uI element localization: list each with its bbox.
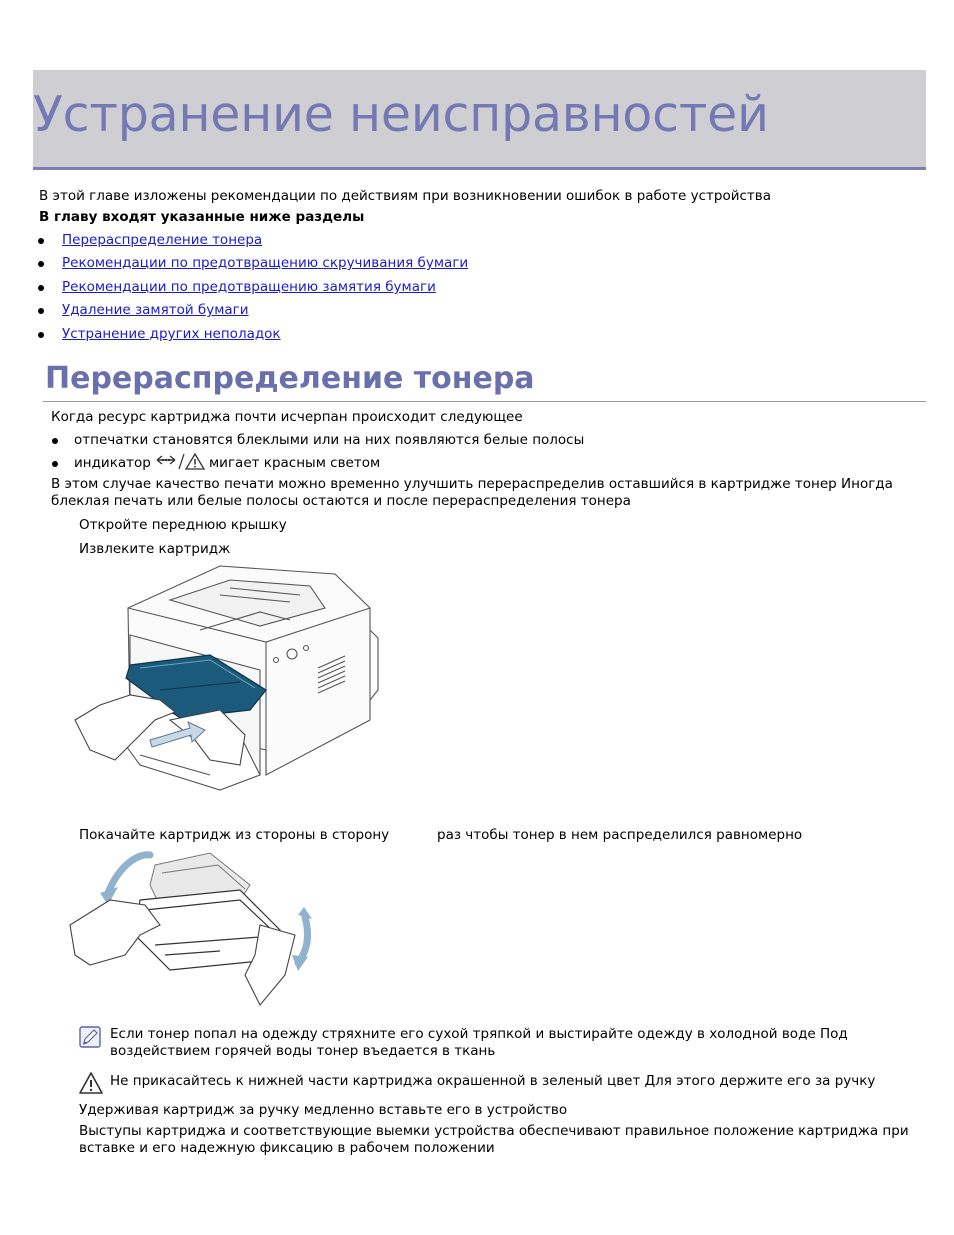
toc-link-other[interactable]: Устранение других неполадок <box>62 326 281 342</box>
bullet <box>38 261 44 267</box>
bullet <box>52 438 58 444</box>
step-remove-cartridge: Извлеките картридж <box>79 541 231 557</box>
toc-link-jam-removal[interactable]: Удаление замятой бумаги <box>62 302 249 318</box>
toc-link-curl[interactable]: Рекомендации по предотвращению скручивания бумаги <box>62 255 469 271</box>
note-pencil-icon <box>79 1026 101 1048</box>
caution-text: Не прикасайтесь к нижней части картриджа окрашенной в зеленый цвет Для этого держите его за ручку <box>110 1073 876 1089</box>
slash-separator <box>179 454 184 469</box>
indicator-suffix: мигает красным светом <box>209 455 381 471</box>
step-shake-part1: Покачайте картридж из стороны в сторону <box>79 827 390 843</box>
explanation-text: В этом случае качество печати можно временно улучшить перераспределив оставшийся в картридже тонер Иногда блеклая печать или белые полосы остаются и после перераспределения тонера <box>51 476 893 509</box>
section-title: Перераспределение тонера <box>45 361 535 396</box>
toc-link-jam-prevention[interactable]: Рекомендации по предотвращению замятия бумаги <box>62 279 436 295</box>
toc-link-toner[interactable]: Перераспределение тонера <box>62 232 263 248</box>
bullet <box>52 461 58 467</box>
indicator-prefix: индикатор <box>74 455 151 471</box>
insert-detail-text: Выступы картриджа и соответствующие выемки устройства обеспечивают правильное положение картриджа при вставке и его надежную фиксацию в рабочем положении <box>79 1123 909 1156</box>
link-arrows-icon <box>157 456 175 464</box>
bullet <box>38 285 44 291</box>
page-title: Устранение неисправностей <box>33 86 769 143</box>
bullet <box>38 332 44 338</box>
warning-triangle-icon <box>186 454 204 469</box>
bullet <box>38 308 44 314</box>
section-lead: Когда ресурс картриджа почти исчерпан происходит следующее <box>51 409 523 425</box>
step-shake-part2: раз чтобы тонер в нем распределился равномерно <box>437 827 803 843</box>
printer-cartridge-removal-illustration <box>70 560 380 815</box>
symptom-item: отпечатки становятся блеклыми или на них появляются белые полосы <box>74 432 585 448</box>
bullet <box>38 238 44 244</box>
step-open-cover: Откройте переднюю крышку <box>79 517 287 533</box>
step-insert-cartridge: Удерживая картридж за ручку медленно вставьте его в устройство <box>79 1102 568 1118</box>
note-text: Если тонер попал на одежду стряхните его сухой тряпкой и выстирайте одежду в холодной воде Под воздействием горячей воды тонер въедается в ткань <box>110 1026 848 1059</box>
indicator-icons <box>155 452 207 472</box>
caution-triangle-icon <box>78 1071 104 1095</box>
intro-text: В этой главе изложены рекомендации по действиям при возникновении ошибок в работе устройства <box>39 188 771 204</box>
section-divider <box>43 401 926 402</box>
sections-heading: В главу входят указанные ниже разделы <box>39 209 365 225</box>
cartridge-shake-illustration <box>70 845 330 1015</box>
